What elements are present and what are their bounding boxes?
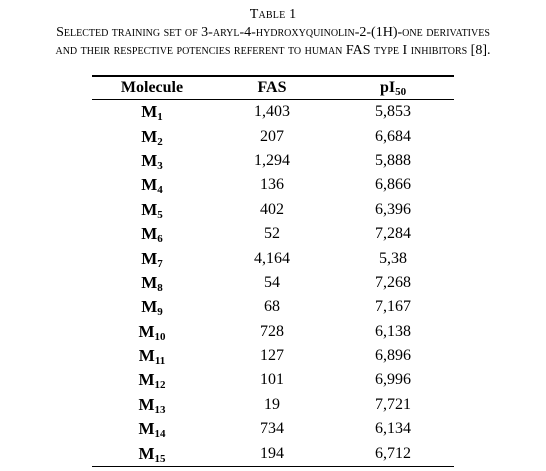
cell-molecule (92, 198, 212, 222)
molecule-index: 12 (154, 379, 166, 392)
caption-line-1: Selected training set of 3-aryl-4-hydroxyquinolin-2-(1H)-one derivatives (56, 25, 490, 40)
cell-pi50: 5,853 (375, 103, 411, 121)
cell-molecule (92, 271, 212, 295)
cell-pi50: 6,866 (375, 176, 411, 194)
cell-fas: 207 (260, 127, 284, 145)
cell-molecule (92, 246, 212, 270)
molecule-letter: M (141, 224, 158, 244)
table-row (92, 198, 454, 222)
molecule-index: 1 (157, 111, 163, 124)
molecule-index: 2 (157, 135, 163, 148)
table-row (92, 124, 454, 148)
molecule-index: 15 (154, 452, 166, 465)
table-row (92, 149, 454, 173)
header-pi50-main: pI (379, 79, 396, 96)
cell-molecule (92, 295, 212, 319)
cell-molecule (92, 344, 212, 368)
cell-fas: 4,164 (254, 249, 290, 267)
cell-pi50: 6,134 (375, 420, 411, 438)
table-row (92, 368, 454, 392)
molecule-index: 5 (157, 208, 163, 221)
cell-fas: 101 (260, 371, 284, 389)
table-row (92, 222, 454, 246)
table-row (92, 344, 454, 368)
cell-fas: 734 (260, 420, 284, 438)
molecule-letter: M (138, 370, 155, 390)
cell-fas: 19 (264, 395, 280, 413)
cell-fas: 54 (264, 273, 280, 291)
table-row (92, 295, 454, 319)
cell-pi50: 5,888 (375, 151, 411, 169)
molecule-letter: M (141, 175, 158, 195)
molecule-letter: M (138, 321, 155, 341)
cell-pi50: 7,167 (375, 298, 411, 316)
cell-pi50: 7,284 (375, 225, 411, 243)
cell-fas: 136 (260, 176, 284, 194)
caption-line-2: and their respective potencies referent to human FAS type I inhibitors [8]. (55, 43, 491, 58)
molecule-index: 10 (154, 330, 166, 343)
cell-fas: 194 (212, 441, 332, 466)
cell-molecule (92, 417, 212, 441)
molecule-letter: M (138, 419, 155, 439)
table-row (92, 441, 454, 466)
molecule-letter: M (141, 102, 158, 122)
molecule-index: 6 (157, 233, 163, 246)
molecule-letter: M (138, 346, 155, 366)
molecule-index: 14 (154, 428, 166, 441)
molecule-letter: M (138, 394, 155, 414)
cell-molecule (92, 100, 212, 125)
cell-pi50: 5,38 (379, 249, 407, 267)
molecule-letter: M (141, 297, 158, 317)
molecule-letter: M (141, 126, 158, 146)
molecule-letter: M (141, 150, 158, 170)
table-row (92, 173, 454, 197)
potency-table (92, 75, 454, 467)
molecule-letter: M (141, 248, 158, 268)
table-header (92, 76, 454, 100)
molecule-index: 11 (154, 355, 166, 368)
cell-pi50: 6,996 (375, 371, 411, 389)
cell-fas: 52 (264, 225, 280, 243)
molecule-index: 9 (157, 306, 163, 319)
cell-fas: 728 (260, 322, 284, 340)
molecule-index: 7 (157, 257, 163, 270)
header-pi50-sub: 50 (395, 86, 407, 98)
table-row (92, 271, 454, 295)
cell-molecule (92, 393, 212, 417)
table-row (92, 246, 454, 270)
cell-fas: 68 (264, 298, 280, 316)
molecule-letter: M (141, 272, 158, 292)
molecule-letter: M (138, 443, 155, 463)
cell-pi50: 6,396 (375, 200, 411, 218)
table-row (92, 320, 454, 344)
table-row (92, 417, 454, 441)
cell-pi50: 7,721 (375, 395, 411, 413)
cell-pi50: 6,138 (375, 322, 411, 340)
header-fas: FAS (212, 76, 332, 100)
table-label: Table 1 (249, 7, 297, 22)
cell-molecule (92, 222, 212, 246)
cell-molecule (92, 173, 212, 197)
cell-molecule (92, 441, 212, 466)
cell-molecule (92, 124, 212, 148)
cell-pi50: 7,268 (375, 273, 411, 291)
molecule-index: 4 (157, 184, 163, 197)
molecule-index: 8 (157, 281, 163, 294)
cell-fas: 1,294 (254, 151, 290, 169)
cell-molecule (92, 320, 212, 344)
molecule-index: 3 (157, 159, 163, 172)
cell-molecule (92, 149, 212, 173)
cell-pi50: 6,684 (375, 127, 411, 145)
cell-fas: 1,403 (254, 103, 290, 121)
header-row (92, 76, 454, 100)
cell-molecule (92, 368, 212, 392)
cell-fas: 402 (260, 200, 284, 218)
header-pi50 (332, 76, 454, 100)
table-caption (0, 6, 546, 60)
table-row (92, 100, 454, 125)
table-body (92, 100, 454, 467)
cell-pi50: 6,896 (375, 347, 411, 365)
cell-pi50: 6,712 (332, 441, 454, 466)
molecule-index: 13 (154, 403, 166, 416)
cell-fas: 127 (260, 347, 284, 365)
molecule-letter: M (141, 199, 158, 219)
table-row (92, 393, 454, 417)
header-molecule: Molecule (92, 76, 212, 100)
